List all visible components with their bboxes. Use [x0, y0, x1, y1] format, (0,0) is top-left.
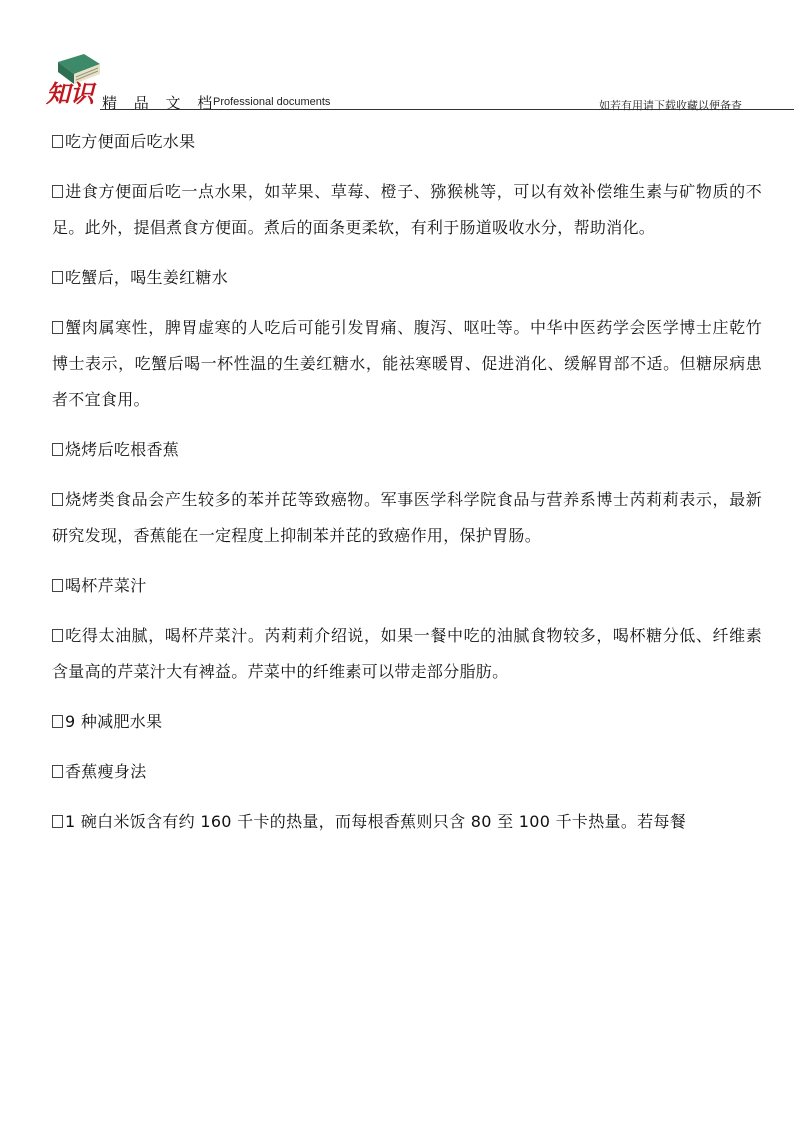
paragraph-text: 9 种减肥水果 — [65, 712, 163, 731]
page-header — [44, 52, 756, 112]
paragraph-text: 吃蟹后，喝生姜红糖水 — [65, 268, 229, 287]
heading-crab — [52, 260, 762, 296]
bullet-box-icon — [52, 271, 63, 284]
heading-barbecue — [52, 432, 762, 468]
bullet-box-icon — [52, 493, 63, 506]
bullet-box-icon — [52, 185, 63, 198]
paragraph-text: 喝杯芹菜汁 — [65, 576, 147, 595]
paragraph-banana — [52, 804, 762, 840]
document-body — [52, 124, 762, 854]
bullet-box-icon — [52, 579, 63, 592]
heading-instant-noodles — [52, 124, 762, 160]
paragraph-text: 1 碗白米饭含有约 160 千卡的热量，而每根香蕉则只含 80 至 100 千卡热量。若每餐 — [65, 812, 687, 831]
brand-title: 精 品 文 档 — [102, 94, 219, 112]
book-logo-icon — [44, 52, 104, 108]
bullet-box-icon — [52, 443, 63, 456]
bullet-box-icon — [52, 135, 63, 148]
bullet-box-icon — [52, 765, 63, 778]
paragraph-text: 吃方便面后吃水果 — [65, 132, 196, 151]
heading-celery-juice — [52, 568, 762, 604]
paragraph-text: 烧烤后吃根香蕉 — [65, 440, 180, 459]
paragraph-text: 烧烤类食品会产生较多的苯并芘等致癌物。军事医学科学院食品与营养系博士芮莉莉表示，最新研究发现，香蕉能在一定程度上抑制苯并芘的致癌作用，保护胃肠。 — [52, 490, 762, 545]
header-divider — [100, 109, 794, 110]
paragraph-text: 吃得太油腻，喝杯芹菜汁。芮莉莉介绍说，如果一餐中吃的油腻食物较多，喝杯糖分低、纤维素含量高的芹菜汁大有裨益。芹菜中的纤维素可以带走部分脂肪。 — [52, 626, 762, 681]
paragraph-barbecue — [52, 482, 762, 554]
bullet-box-icon — [52, 321, 63, 334]
paragraph-text: 蟹肉属寒性，脾胃虚寒的人吃后可能引发胃痛、腹泻、呕吐等。中华中医药学会医学博士庄乾竹博士表示，吃蟹后喝一杯性温的生姜红糖水，能祛寒暖胃、促进消化、缓解胃部不适。但糖尿病患者不宜食用。 — [52, 318, 762, 409]
heading-banana — [52, 754, 762, 790]
paragraph-text: 进食方便面后吃一点水果，如苹果、草莓、橙子、猕猴桃等，可以有效补偿维生素与矿物质的不足。此外，提倡煮食方便面。煮后的面条更柔软，有利于肠道吸收水分，帮助消化。 — [52, 182, 762, 237]
bullet-box-icon — [52, 715, 63, 728]
paragraph-celery-juice — [52, 618, 762, 690]
bullet-box-icon — [52, 629, 63, 642]
heading-fruits — [52, 704, 762, 740]
header-tagline: 如若有用请下载收藏以便备查 — [599, 99, 742, 112]
paragraph-instant-noodles — [52, 174, 762, 246]
brand-subtitle: Professional documents — [213, 96, 331, 108]
logo-text: 知识 — [46, 79, 94, 108]
bullet-box-icon — [52, 815, 63, 828]
paragraph-crab — [52, 310, 762, 418]
paragraph-text: 香蕉瘦身法 — [65, 762, 147, 781]
